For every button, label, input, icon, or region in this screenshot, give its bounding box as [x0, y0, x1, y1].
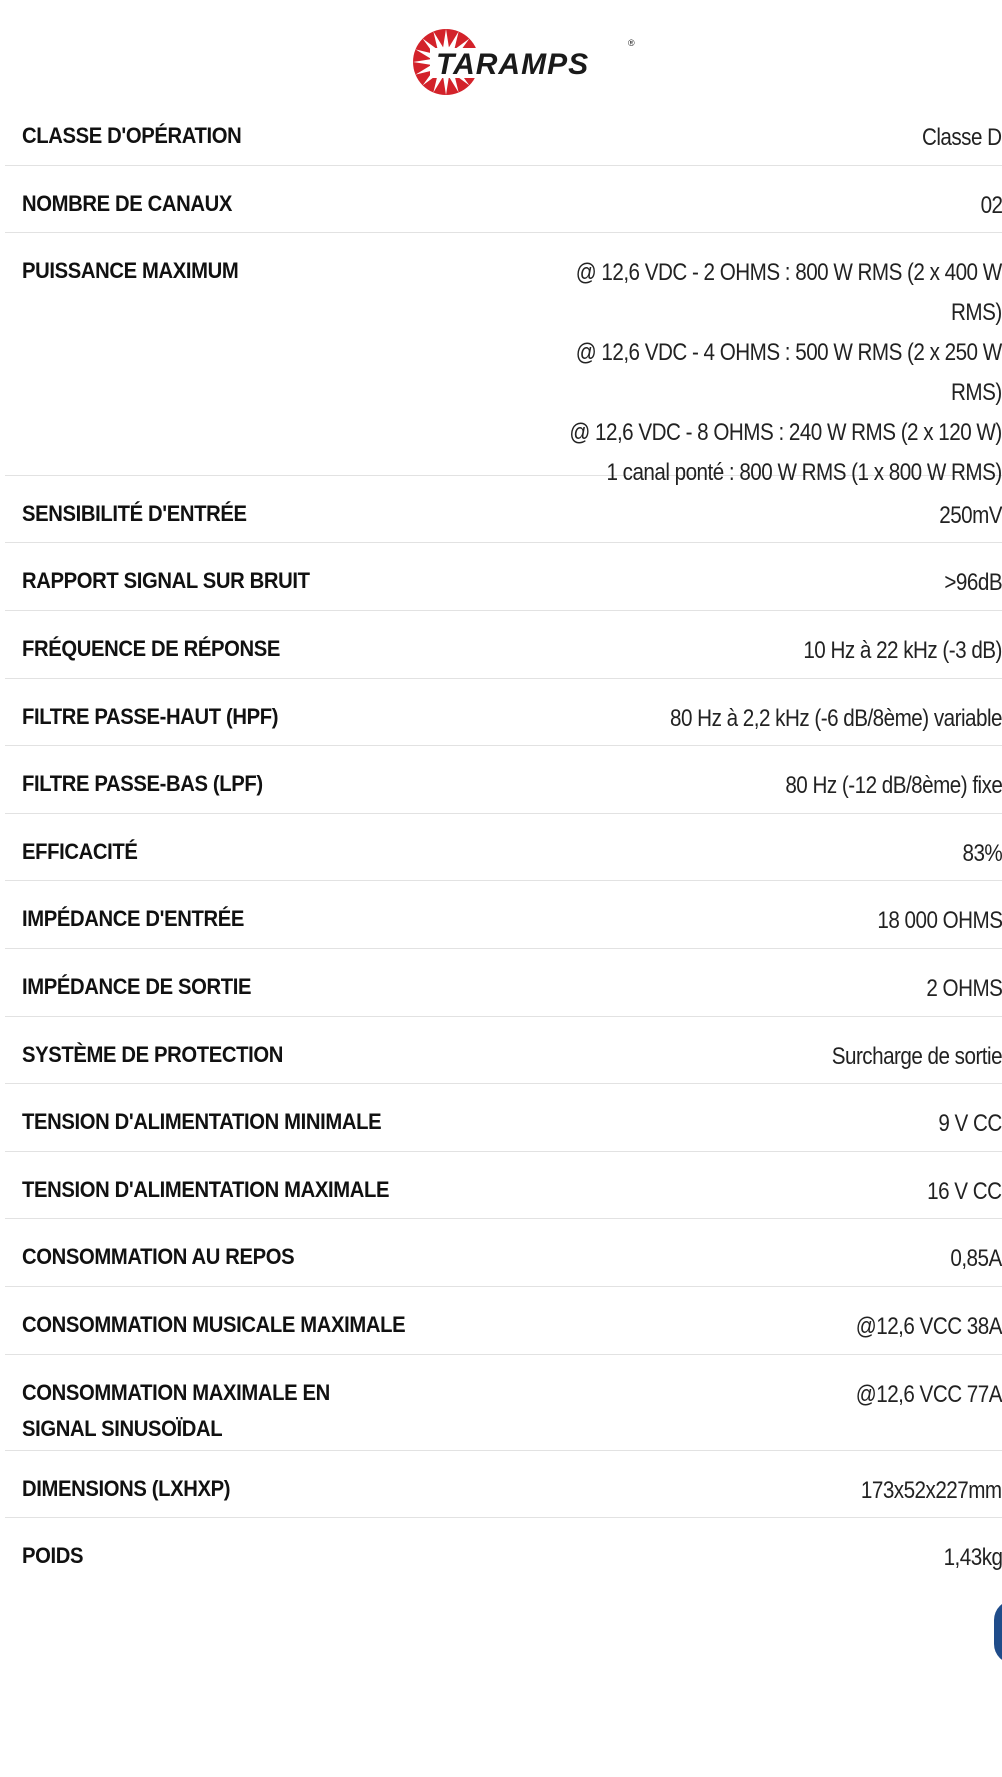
spec-value-line: RMS) [951, 379, 1002, 406]
spec-value-line: RMS) [951, 299, 1002, 326]
taramps-logo[interactable] [410, 26, 638, 98]
spec-value [856, 1375, 1002, 1415]
spec-row [5, 881, 1002, 949]
header-bar [0, 0, 1002, 108]
spec-value [926, 969, 1002, 1009]
spec-label: SYSTÈME DE PROTECTION [22, 1042, 284, 1067]
spec-label: SENSIBILITÉ D'ENTRÉE [22, 501, 247, 526]
spec-value [570, 253, 1002, 493]
spec-value [922, 118, 1002, 158]
spec-value-line: 80 Hz à 2,2 kHz (-6 dB/8ème) variable [670, 705, 1002, 732]
spec-label: EFFICACITÉ [22, 839, 138, 864]
spec-label: IMPÉDANCE D'ENTRÉE [22, 906, 244, 931]
spec-row [5, 746, 1002, 814]
spec-value [785, 766, 1002, 806]
spec-label: POIDS [22, 1543, 84, 1568]
spec-row [5, 814, 1002, 881]
spec-value [832, 1037, 1002, 1077]
spec-value-line: 83% [962, 840, 1002, 867]
spec-label: CONSOMMATION MAXIMALE EN SIGNAL SINUSOÏDAL [22, 1380, 330, 1441]
spec-row [5, 1017, 1002, 1084]
spec-value [670, 699, 1002, 739]
registered-mark: ® [628, 38, 635, 48]
spec-value-line: 10 Hz à 22 kHz (-3 dB) [803, 637, 1002, 664]
spec-label: FRÉQUENCE DE RÉPONSE [22, 636, 281, 661]
spec-label: CONSOMMATION MUSICALE MAXIMALE [22, 1312, 406, 1337]
spec-row [5, 1084, 1002, 1152]
spec-value-line: 9 V CC [938, 1110, 1002, 1137]
spec-value [943, 1538, 1002, 1578]
spec-label: RAPPORT SIGNAL SUR BRUIT [22, 568, 310, 593]
spec-row [5, 98, 1002, 166]
spec-value [944, 563, 1002, 603]
spec-value [962, 834, 1002, 874]
spec-label: TENSION D'ALIMENTATION MINIMALE [22, 1109, 382, 1134]
taramps-logo-graphic [410, 26, 638, 98]
spec-value-line: 02 [980, 192, 1002, 219]
spec-value [861, 1471, 1002, 1511]
spec-label: PUISSANCE MAXIMUM [22, 258, 239, 283]
spec-value-line: Classe D [922, 124, 1002, 151]
spec-row [5, 1355, 1002, 1451]
spec-value [877, 901, 1002, 941]
spec-value [928, 1172, 1002, 1212]
spec-value-line: >96dB [944, 569, 1002, 596]
spec-value-line: 80 Hz (-12 dB/8ème) fixe [784, 772, 1002, 799]
spec-label: TENSION D'ALIMENTATION MAXIMALE [22, 1177, 390, 1202]
spec-value-line: 250mV [939, 502, 1002, 529]
spec-row [5, 611, 1002, 679]
spec-value [939, 496, 1002, 536]
spec-row [5, 233, 1002, 486]
spec-row [5, 1451, 1002, 1518]
spec-value [939, 1104, 1002, 1144]
spec-label: CONSOMMATION AU REPOS [22, 1244, 295, 1269]
chat-bubble-button[interactable] [994, 1600, 1002, 1664]
spec-label: NOMBRE DE CANAUX [22, 191, 233, 216]
spec-value-line: Surcharge de sortie [831, 1043, 1002, 1070]
spec-row [5, 679, 1002, 746]
spec-value-line: 173x52x227mm [861, 1477, 1002, 1504]
spec-label: CLASSE D'OPÉRATION [22, 123, 242, 148]
spec-value [980, 186, 1002, 226]
spec-value-line: 1,43kg [943, 1544, 1002, 1571]
spec-row [5, 1518, 1002, 1586]
spec-value-line: 2 OHMS [925, 975, 1002, 1002]
spec-value-line: 1 canal ponté : 800 W RMS (1 x 800 W RMS) [606, 459, 1002, 486]
spec-label: IMPÉDANCE DE SORTIE [22, 974, 252, 999]
spec-value-line: 0,85A [950, 1245, 1002, 1272]
spec-value [856, 1307, 1002, 1347]
spec-row [5, 1219, 1002, 1287]
logo-wordmark: TARAMPS [436, 48, 590, 81]
spec-value-line: @ 12,6 VDC - 8 OHMS : 240 W RMS (2 x 120 W) [569, 419, 1002, 446]
spec-value-line: 18 000 OHMS [876, 907, 1002, 934]
spec-row [5, 543, 1002, 611]
spec-row [5, 949, 1002, 1017]
spec-label: DIMENSIONS (LXHXP) [22, 1476, 231, 1501]
spec-row [5, 1287, 1002, 1355]
spec-value-line: 16 V CC [927, 1178, 1002, 1205]
spec-row [5, 166, 1002, 233]
spec-value-line: @12,6 VCC 38A [855, 1313, 1002, 1340]
spec-row [5, 1152, 1002, 1219]
spec-label: FILTRE PASSE-HAUT (HPF) [22, 704, 279, 729]
spec-value [951, 1239, 1002, 1279]
spec-label: FILTRE PASSE-BAS (LPF) [22, 771, 263, 796]
spec-value-line: @ 12,6 VDC - 2 OHMS : 800 W RMS (2 x 400 W [576, 259, 1002, 286]
specs-table [5, 98, 1002, 1586]
spec-value-line: @12,6 VCC 77A [855, 1381, 1002, 1408]
spec-value-line: @ 12,6 VDC - 4 OHMS : 500 W RMS (2 x 250 W [576, 339, 1002, 366]
spec-value [803, 631, 1002, 671]
